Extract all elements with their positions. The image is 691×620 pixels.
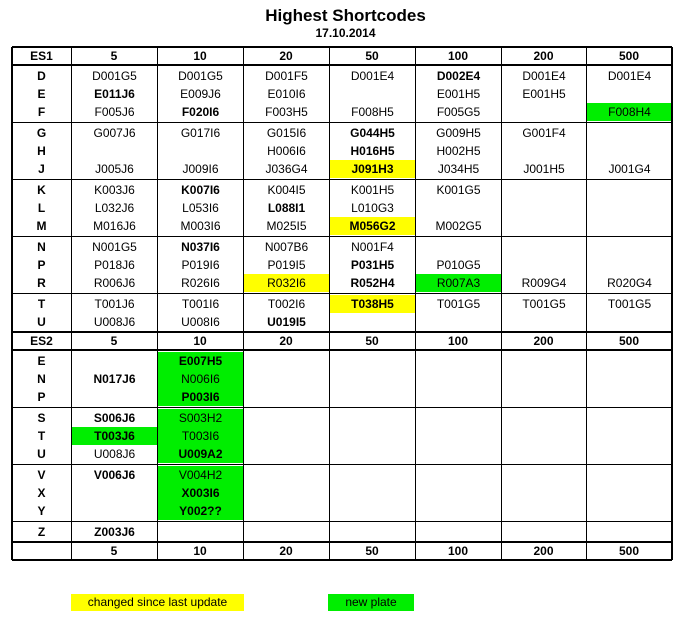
shortcode-cell: [244, 523, 329, 541]
shortcode-cell: [587, 142, 672, 160]
column-header: 100: [447, 544, 469, 558]
table-column-rule: [329, 47, 330, 560]
shortcode-cell: [416, 238, 501, 256]
table-rule: [12, 559, 672, 561]
shortcode-cell: R007A3: [416, 274, 501, 292]
shortcode-cell: [330, 427, 415, 445]
shortcode-cell: D001F5: [265, 69, 308, 83]
shortcode-cell: [502, 103, 586, 121]
shortcode-cell: [587, 217, 672, 235]
shortcode-cell: V004H2: [158, 466, 243, 484]
shortcode-cell: [416, 427, 501, 445]
shortcode-cell: [330, 502, 415, 520]
shortcode-cell: [587, 370, 672, 388]
shortcode-cell: H016H5: [350, 144, 395, 158]
shortcode-cell: G007J6: [93, 126, 136, 140]
shortcode-cell: T001G5: [436, 297, 481, 311]
shortcode-cell: [158, 142, 243, 160]
table-column-rule: [501, 47, 502, 560]
row-letter: P: [37, 390, 46, 404]
shortcode-cell: L053I6: [182, 201, 219, 215]
shortcode-cell: [72, 388, 157, 406]
shortcode-cell: [330, 445, 415, 463]
shortcode-cell: Y002??: [158, 502, 243, 520]
shortcode-cell: [502, 484, 586, 502]
table-rule: [12, 236, 672, 237]
shortcode-cell: N001F4: [351, 240, 394, 254]
shortcode-cell: [502, 256, 586, 274]
shortcode-cell: [416, 445, 501, 463]
table-rule: [12, 464, 672, 465]
shortcode-cell: N001G5: [92, 240, 137, 254]
table-rule: [12, 122, 672, 123]
shortcode-cell: [330, 466, 415, 484]
column-header: 200: [533, 334, 554, 348]
row-letter: E: [37, 87, 46, 101]
shortcode-cell: K003J6: [94, 183, 135, 197]
shortcode-cell: J005J6: [95, 162, 134, 176]
shortcode-cell: [587, 484, 672, 502]
shortcode-cell: F005J6: [94, 105, 135, 119]
shortcode-cell: T001I6: [181, 297, 220, 311]
shortcode-cell: E010I6: [267, 87, 306, 101]
shortcode-cell: [416, 484, 501, 502]
shortcode-cell: [158, 523, 243, 541]
column-header: 500: [618, 49, 640, 63]
shortcode-cell: [587, 445, 672, 463]
shortcode-cell: [502, 466, 586, 484]
shortcode-cell: [502, 370, 586, 388]
row-letter: S: [37, 411, 46, 425]
column-header: 50: [365, 334, 379, 348]
row-letter: N: [37, 372, 46, 386]
legend-new-plate: new plate: [328, 594, 414, 611]
shortcode-cell: X003I6: [158, 484, 243, 502]
shortcode-cell: E011J6: [94, 87, 135, 101]
shortcode-cell: T001G5: [607, 297, 652, 311]
shortcode-cell: P003I6: [158, 388, 243, 406]
row-letter: M: [36, 219, 47, 233]
shortcode-cell: [502, 142, 586, 160]
shortcode-cell: N007B6: [264, 240, 309, 254]
table-column-rule: [11, 47, 13, 560]
shortcode-cell: [587, 523, 672, 541]
row-letter: J: [38, 162, 45, 176]
column-header: 10: [193, 49, 207, 63]
shortcode-cell: [244, 466, 329, 484]
shortcode-cell: [416, 466, 501, 484]
shortcode-cell: [416, 523, 501, 541]
table-rule: [12, 521, 672, 522]
table-rule: [12, 541, 672, 543]
shortcode-cell: K007I6: [181, 183, 220, 197]
row-letter: L: [37, 201, 46, 215]
shortcode-cell: R009G4: [521, 276, 567, 290]
shortcode-cell: R052H4: [350, 276, 395, 290]
column-header: 50: [365, 544, 379, 558]
shortcode-cell: H006I6: [267, 144, 306, 158]
table-column-rule: [71, 47, 72, 560]
shortcode-cell: R006J6: [93, 276, 136, 290]
shortcode-cell: P010G5: [436, 258, 481, 272]
row-letter: X: [37, 486, 46, 500]
row-letter: D: [37, 69, 46, 83]
shortcode-cell: D001E4: [522, 69, 566, 83]
shortcode-cell: [502, 217, 586, 235]
section-label: ES2: [30, 334, 53, 348]
shortcode-cell: N017J6: [93, 372, 136, 386]
shortcode-cell: [244, 502, 329, 520]
shortcode-cell: [587, 313, 672, 331]
shortcode-cell: [330, 313, 415, 331]
shortcode-cell: [416, 370, 501, 388]
shortcode-cell: M002G5: [435, 219, 482, 233]
table-rule: [12, 293, 672, 294]
shortcode-cell: P018J6: [94, 258, 135, 272]
shortcodes-table: [12, 47, 672, 561]
table-column-rule: [157, 47, 158, 560]
shortcode-cell: D001E4: [607, 69, 652, 83]
column-header: 10: [193, 544, 207, 558]
shortcode-cell: J034H5: [437, 162, 480, 176]
column-header: 100: [447, 334, 469, 348]
table-column-rule: [243, 47, 244, 560]
shortcode-cell: U008J6: [93, 447, 136, 461]
shortcode-cell: [244, 409, 329, 427]
shortcode-cell: E007H5: [158, 352, 243, 370]
shortcode-cell: [502, 238, 586, 256]
column-header: 200: [533, 49, 554, 63]
row-letter: T: [37, 429, 46, 443]
shortcode-cell: [416, 502, 501, 520]
shortcode-cell: F008H4: [587, 103, 672, 121]
shortcode-cell: P019I5: [267, 258, 306, 272]
shortcode-cell: [502, 427, 586, 445]
shortcode-cell: [502, 313, 586, 331]
column-header: 500: [618, 544, 640, 558]
shortcode-cell: N037I6: [181, 240, 220, 254]
shortcode-cell: [587, 124, 672, 142]
column-header: 200: [533, 544, 554, 558]
row-letter: T: [37, 297, 46, 311]
shortcode-cell: [502, 388, 586, 406]
shortcode-cell: [72, 502, 157, 520]
shortcode-cell: F005G5: [436, 105, 481, 119]
shortcode-cell: T001J6: [94, 297, 135, 311]
column-header: 20: [279, 49, 293, 63]
shortcode-cell: T003J6: [72, 427, 157, 445]
legend-changed: changed since last update: [71, 594, 244, 611]
shortcode-cell: [244, 370, 329, 388]
column-header: 5: [110, 334, 118, 348]
shortcode-cell: G015I6: [266, 126, 307, 140]
shortcode-cell: [244, 445, 329, 463]
shortcode-cell: J009I6: [182, 162, 219, 176]
shortcode-cell: [587, 181, 672, 199]
shortcode-cell: U008I6: [181, 315, 220, 329]
shortcode-cell: [587, 199, 672, 217]
shortcode-cell: G044H5: [350, 126, 395, 140]
shortcode-cell: R026I6: [181, 276, 220, 290]
shortcode-cell: [502, 409, 586, 427]
shortcode-cell: J091H3: [330, 160, 415, 178]
table-rule: [12, 179, 672, 180]
shortcode-cell: Z003J6: [94, 525, 135, 539]
column-header: 10: [193, 334, 207, 348]
table-rule: [12, 46, 672, 48]
row-letter: E: [37, 354, 46, 368]
shortcode-cell: T003I6: [158, 427, 243, 445]
shortcode-cell: D001G5: [178, 69, 223, 83]
shortcode-cell: [587, 238, 672, 256]
shortcode-cell: [330, 484, 415, 502]
shortcode-cell: S006J6: [93, 411, 136, 425]
shortcode-cell: K004I5: [267, 183, 306, 197]
shortcode-cell: K001H5: [350, 183, 395, 197]
shortcode-cell: U008J6: [93, 315, 136, 329]
shortcode-cell: [244, 352, 329, 370]
table-rule: [12, 407, 672, 408]
column-header: 500: [618, 334, 640, 348]
report-date: 17.10.2014: [315, 26, 376, 40]
shortcode-cell: R020G4: [607, 276, 652, 290]
row-letter: N: [37, 240, 46, 254]
shortcode-cell: [72, 484, 157, 502]
shortcode-cell: E009J6: [180, 87, 221, 101]
shortcode-cell: V006J6: [93, 468, 136, 482]
shortcode-cell: P019I6: [181, 258, 220, 272]
shortcode-cell: H002H5: [436, 144, 481, 158]
column-header: 20: [279, 334, 293, 348]
shortcode-cell: G017I6: [180, 126, 221, 140]
shortcode-cell: [416, 313, 501, 331]
shortcode-cell: T001G5: [522, 297, 566, 311]
shortcode-cell: [587, 388, 672, 406]
shortcode-cell: J001G4: [608, 162, 651, 176]
shortcode-cell: [330, 523, 415, 541]
table-rule: [12, 349, 672, 351]
column-header: 100: [447, 49, 469, 63]
shortcode-cell: [502, 181, 586, 199]
section-label: ES1: [30, 49, 53, 63]
row-letter: P: [37, 258, 46, 272]
shortcode-cell: K001G5: [436, 183, 481, 197]
shortcode-cell: [587, 409, 672, 427]
shortcode-cell: F020I6: [181, 105, 220, 119]
shortcode-cell: [330, 370, 415, 388]
shortcode-cell: M056G2: [330, 217, 415, 235]
shortcode-cell: N006I6: [158, 370, 243, 388]
shortcode-cell: F008H5: [351, 105, 394, 119]
shortcode-cell: L010G3: [351, 201, 394, 215]
column-header: 50: [365, 49, 379, 63]
shortcode-cell: [244, 427, 329, 445]
shortcode-cell: P031H5: [350, 258, 395, 272]
shortcode-cell: M025I5: [266, 219, 307, 233]
table-rule: [12, 64, 672, 66]
shortcode-cell: D001E4: [350, 69, 395, 83]
shortcode-cell: [416, 352, 501, 370]
shortcode-cell: [502, 502, 586, 520]
shortcode-cell: [330, 388, 415, 406]
row-letter: U: [37, 315, 46, 329]
shortcode-cell: [502, 199, 586, 217]
table-column-rule: [671, 47, 673, 560]
shortcode-cell: D002E4: [436, 69, 481, 83]
shortcode-cell: [72, 352, 157, 370]
column-header: 5: [110, 544, 118, 558]
shortcode-cell: [587, 352, 672, 370]
shortcode-cell: S003H2: [158, 409, 243, 427]
shortcode-cell: G009H5: [436, 126, 481, 140]
shortcode-cell: E001H5: [522, 87, 566, 101]
shortcode-cell: G001F4: [522, 126, 566, 140]
shortcode-cell: [330, 409, 415, 427]
row-letter: R: [37, 276, 46, 290]
shortcode-cell: F003H5: [265, 105, 308, 119]
shortcode-cell: [244, 484, 329, 502]
shortcode-cell: [416, 388, 501, 406]
row-letter: Y: [37, 504, 46, 518]
shortcode-cell: [330, 352, 415, 370]
shortcode-cell: [502, 523, 586, 541]
shortcode-cell: R032I6: [244, 274, 329, 292]
shortcode-cell: U019I5: [267, 315, 306, 329]
shortcode-cell: J001H5: [523, 162, 565, 176]
shortcode-cell: [587, 85, 672, 103]
shortcode-cell: M003I6: [180, 219, 221, 233]
row-letter: U: [37, 447, 46, 461]
row-letter: K: [37, 183, 46, 197]
shortcode-cell: [416, 409, 501, 427]
row-letter: H: [37, 144, 46, 158]
row-letter: G: [36, 126, 47, 140]
table-rule: [12, 331, 672, 333]
row-letter: F: [37, 105, 46, 119]
shortcode-cell: M016J6: [93, 219, 136, 233]
shortcode-cell: T038H5: [330, 295, 415, 313]
shortcode-cell: D001G5: [92, 69, 137, 83]
shortcode-cell: L032J6: [94, 201, 135, 215]
shortcode-cell: [502, 352, 586, 370]
shortcode-cell: L088I1: [267, 201, 306, 215]
table-column-rule: [586, 47, 587, 560]
shortcode-cell: U009A2: [158, 445, 243, 463]
shortcode-cell: [502, 445, 586, 463]
shortcode-cell: E001H5: [436, 87, 481, 101]
shortcode-cell: [587, 427, 672, 445]
row-letter: Z: [37, 525, 46, 539]
shortcode-cell: [587, 466, 672, 484]
shortcode-cell: [416, 199, 501, 217]
row-letter: V: [37, 468, 46, 482]
shortcode-cell: [72, 142, 157, 160]
shortcode-cell: [330, 85, 415, 103]
shortcode-cell: [587, 256, 672, 274]
shortcode-cell: [244, 388, 329, 406]
shortcode-cell: [587, 502, 672, 520]
shortcode-cell: J036G4: [265, 162, 308, 176]
column-header: 5: [110, 49, 118, 63]
table-column-rule: [415, 47, 416, 560]
column-header: 20: [279, 544, 293, 558]
page-title: Highest Shortcodes: [265, 6, 426, 25]
shortcode-cell: T002I6: [267, 297, 306, 311]
